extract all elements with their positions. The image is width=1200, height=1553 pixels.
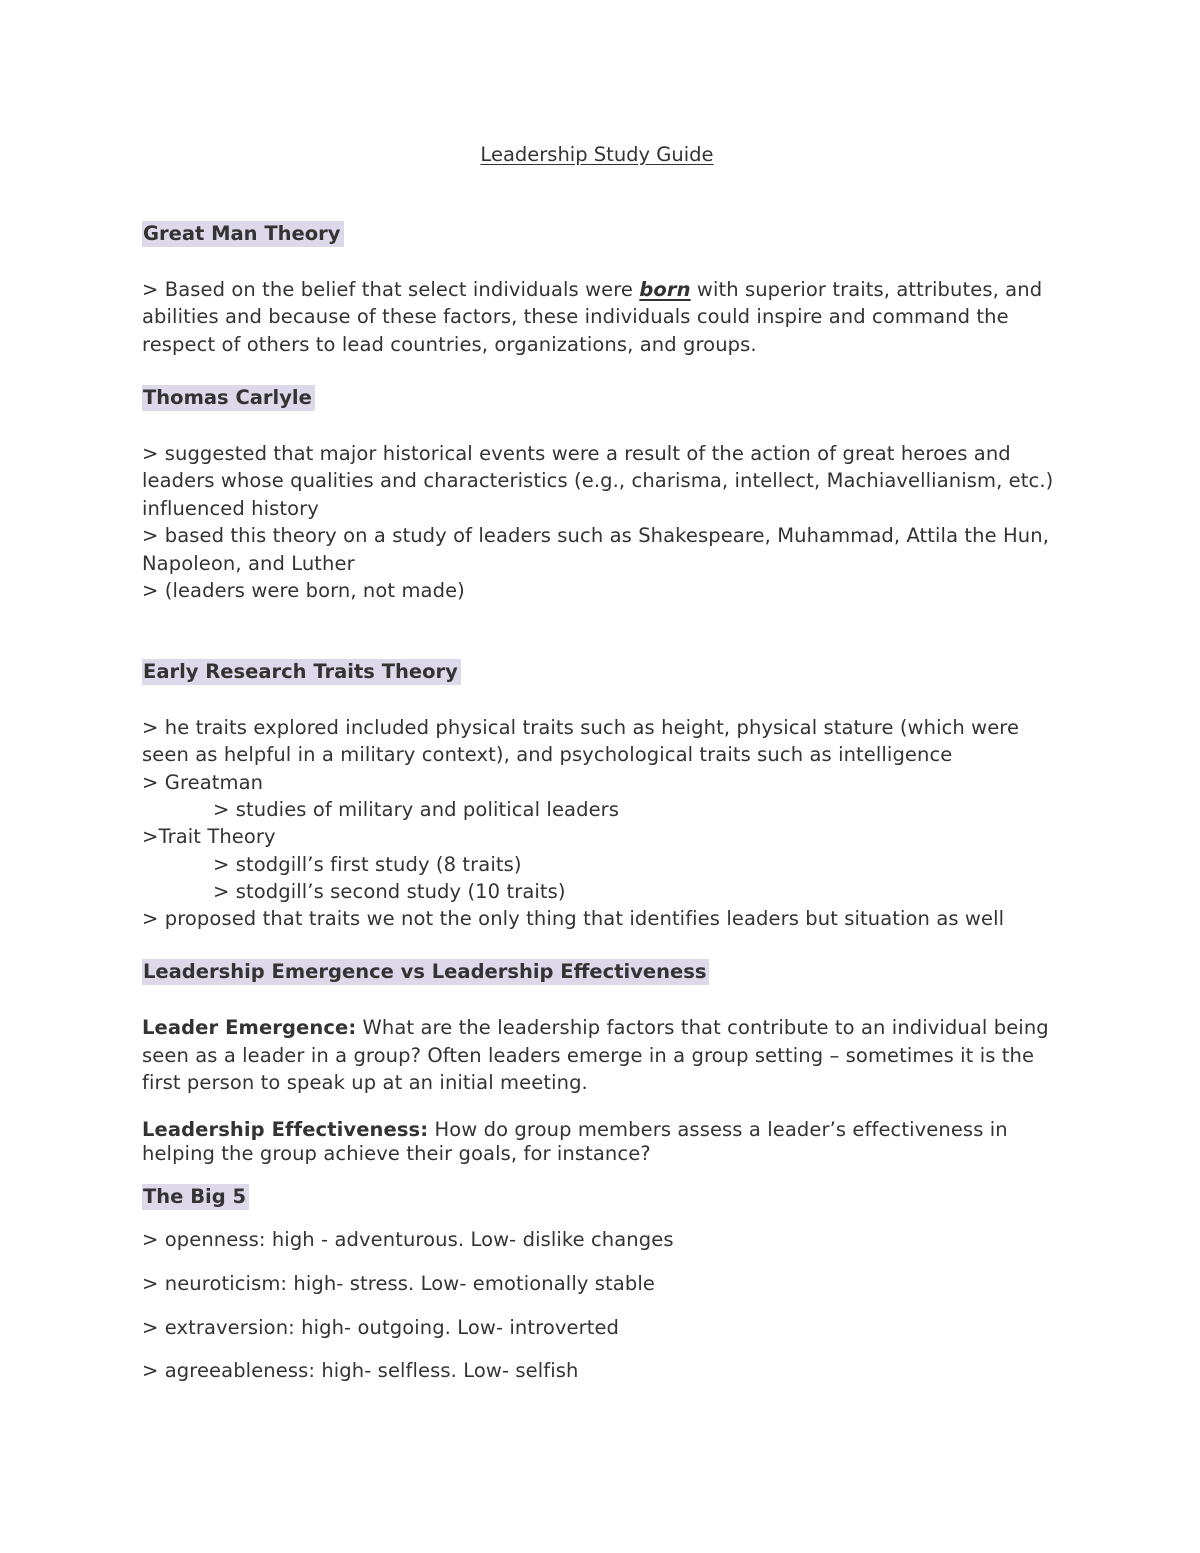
- big5-item-agreeableness: > agreeableness: high- selfless. Low- selfish: [142, 1359, 579, 1382]
- traits-line-6: > stodgill’s first study (8 traits): [213, 853, 522, 876]
- carlyle-line-4: > based this theory on a study of leaders such as Shakespeare, Muhammad, Attila the Hun,: [142, 524, 1049, 547]
- carlyle-line-6: > (leaders were born, not made): [142, 579, 465, 602]
- carlyle-line-3: influenced history: [142, 497, 319, 520]
- emergence-line-3: first person to speak up at an initial meeting.: [142, 1071, 588, 1094]
- emphasis-born: born: [639, 278, 691, 301]
- big5-item-openness: > openness: high - adventurous. Low- dislike changes: [142, 1228, 674, 1251]
- heading-emergence-vs-effectiveness: Leadership Emergence vs Leadership Effectiveness: [142, 959, 709, 985]
- big5-item-extraversion: > extraversion: high- outgoing. Low- introverted: [142, 1316, 620, 1339]
- traits-line-4: > studies of military and political leaders: [213, 798, 620, 821]
- emergence-line-1: Leader Emergence: What are the leadership factors that contribute to an individual being: [142, 1016, 1049, 1039]
- carlyle-line-5: Napoleon, and Luther: [142, 552, 355, 575]
- effectiveness-line-1: Leadership Effectiveness: How do group members assess a leader’s effectiveness in: [142, 1118, 1008, 1141]
- heading-early-research-traits: Early Research Traits Theory: [142, 659, 461, 685]
- big5-item-neuroticism: > neuroticism: high- stress. Low- emotionally stable: [142, 1272, 655, 1295]
- effectiveness-line-2: helping the group achieve their goals, for instance?: [142, 1142, 651, 1165]
- traits-line-1: > he traits explored included physical traits such as height, physical stature (which were: [142, 716, 1020, 739]
- document-title: Leadership Study Guide: [480, 143, 714, 166]
- emergence-line-2: seen as a leader in a group? Often leaders emerge in a group setting – sometimes it is the: [142, 1044, 1035, 1067]
- great-man-line-2: abilities and because of these factors, these individuals could inspire and command the: [142, 305, 1009, 328]
- label-leader-emergence: Leader Emergence:: [142, 1016, 357, 1039]
- traits-line-5: >Trait Theory: [142, 825, 276, 848]
- label-leadership-effectiveness: Leadership Effectiveness:: [142, 1118, 429, 1141]
- traits-line-7: > stodgill’s second study (10 traits): [213, 880, 566, 903]
- great-man-line-1: > Based on the belief that select individuals were born with superior traits, attributes, and: [142, 278, 1043, 301]
- great-man-line-3: respect of others to lead countries, organizations, and groups.: [142, 333, 757, 356]
- heading-thomas-carlyle: Thomas Carlyle: [142, 385, 315, 411]
- traits-line-8: > proposed that traits we not the only thing that identifies leaders but situation as well: [142, 907, 1005, 930]
- heading-big-5: The Big 5: [142, 1184, 249, 1210]
- heading-great-man-theory: Great Man Theory: [142, 221, 344, 247]
- traits-line-2: seen as helpful in a military context), and psychological traits such as intelligence: [142, 743, 953, 766]
- traits-line-3: > Greatman: [142, 771, 264, 794]
- carlyle-line-2: leaders whose qualities and characteristics (e.g., charisma, intellect, Machiavellianism, etc.): [142, 469, 1054, 492]
- carlyle-line-1: > suggested that major historical events were a result of the action of great heroes and: [142, 442, 1011, 465]
